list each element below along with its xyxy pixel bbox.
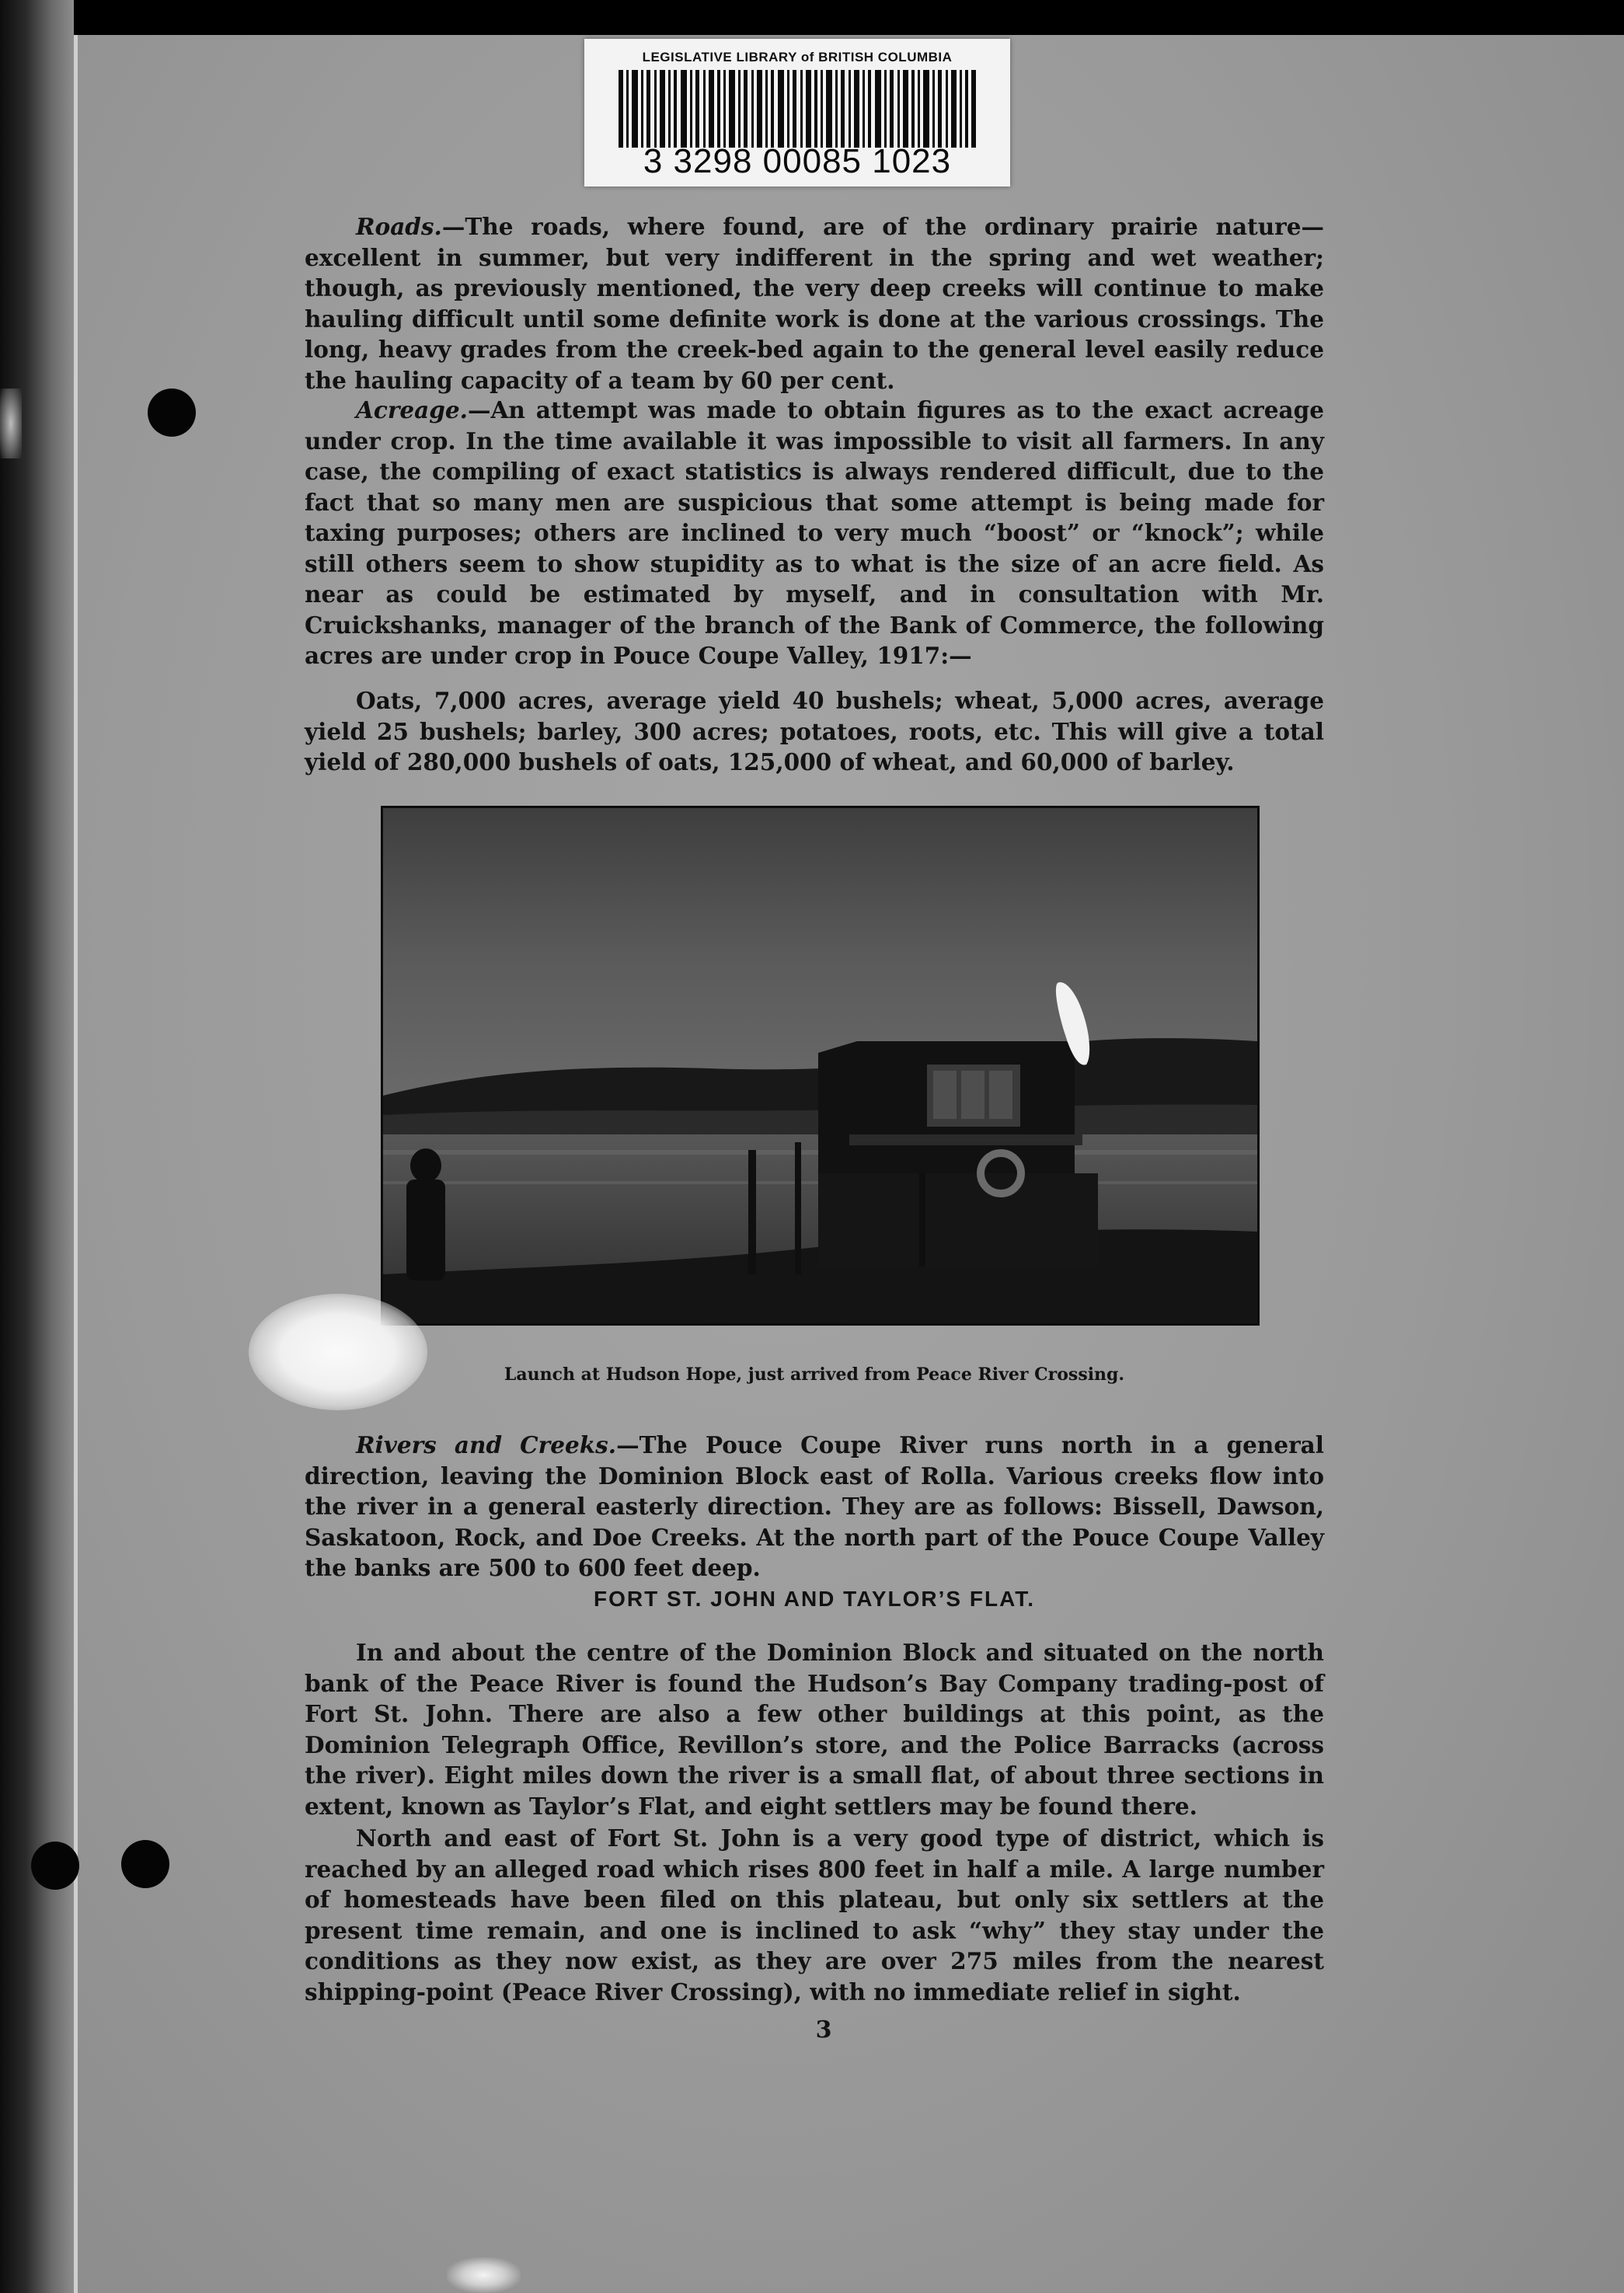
page-number: 3 [815, 2016, 832, 2044]
paragraph-rivers-and-creeks [305, 1430, 1324, 1584]
paragraph-rivers-text: —The Pouce Coupe River runs north in a general direction, leaving the Dominion Block east of Rolla. Various creeks flow into the river in a general easterly direction. They are as follows: Bissell, Dawson, Saskatoon, Rock, and Doe Creeks. At the north part of the Pouce Coupe Valley the banks are 500 to 600 feet deep. [305, 1431, 1324, 1581]
paragraph-fort-st-john: In and about the centre of the Dominion Block and situated on the north bank of the Peace River is found the Hudson’s Bay Company trading-post of Fort St. John. There are also a few other buildings at this point, as the Dominion Telegraph Office, Revillon’s store, and the Police Barracks (across the river). Eight miles down the river is a small flat, of about three sections in extent, known as Taylor’s Flat, and eight settlers may be found there. [305, 1639, 1324, 1820]
paragraph-acreage-text: —An attempt was made to obtain figures as to the exact acreage under crop. In the time available it was impossible to visit all farmers. In any case, the compiling of exact statistics is always rendered difficult, due to the fact that so many men are suspicious that some attempt is being made for taxing purposes; others are inclined to very much “boost” or “knock”; while still others seem to show stupidity as to what is the size of an acre field. As near as could be estimated by myself, and in consultation with Mr. Cruickshanks, manager of the branch of the Bank of Commerce, the following acres are under crop in Pouce Coupe Valley, 1917:— [305, 396, 1324, 669]
paragraph-roads [305, 211, 1324, 396]
paragraph-roads-text: —The roads, where found, are of the ordinary prairie nature—excellent in summer, but very indifferent in the spring and wet weather; though, as previously mentioned, the very deep creeks will continue to make hauling difficult until some definite work is done at the various crossings. The long, heavy grades from the creek-bed again to the general level easily reduce the hauling capacity of a team by 60 per cent. [305, 213, 1324, 394]
paragraph-acreage [305, 395, 1324, 671]
barcode-icon [619, 70, 976, 148]
binder-hole-top [148, 389, 196, 437]
paragraph-north-and-east: North and east of Fort St. John is a very good type of district, which is reached by an alleged road which rises 800 feet in half a mile. A large number of homesteads have been filed on this plateau, but only six settlers at the present time remain, and one is inclined to ask “why” they stay under the conditions as they now exist, as they are over 275 miles from the nearest shipping-point (Peace River Crossing), with no immediate relief in sight. [305, 1824, 1324, 2006]
scan-artifact [447, 2257, 521, 2293]
library-barcode-label [584, 39, 1010, 186]
scan-left-border [0, 0, 74, 2293]
launch-boat-photo-icon [383, 808, 1257, 1323]
adjacent-page-fragment [0, 389, 22, 458]
print-blemish [249, 1294, 427, 1410]
photo-caption: Launch at Hudson Hope, just arrived from Peace River Crossing. [504, 1364, 1125, 1385]
paragraph-crop-yields: Oats, 7,000 acres, average yield 40 bushels; wheat, 5,000 acres, average yield 25 bushels; barley, 300 acres; potatoes, roots, etc. This will give a total yield of 280,000 bushels of oats, 125,000 of wheat, and 60,000 of barley. [305, 687, 1324, 775]
barcode-number: 3 3298 00085 1023 [643, 142, 952, 180]
binder-hole-bottom-left [31, 1842, 79, 1890]
run-in-heading-roads: Roads. [356, 213, 442, 240]
barcode-library-name: LEGISLATIVE LIBRARY of BRITISH COLUMBIA [642, 50, 953, 64]
run-in-heading-rivers: Rivers and Creeks. [356, 1431, 617, 1458]
photo-launch-at-hudson-hope [381, 806, 1260, 1326]
scan-top-border [0, 0, 1624, 37]
section-heading: FORT ST. JOHN AND TAYLOR’S FLAT. [593, 1587, 1035, 1611]
binder-hole-bottom-right [121, 1840, 169, 1888]
run-in-heading-acreage: Acreage. [356, 396, 468, 423]
